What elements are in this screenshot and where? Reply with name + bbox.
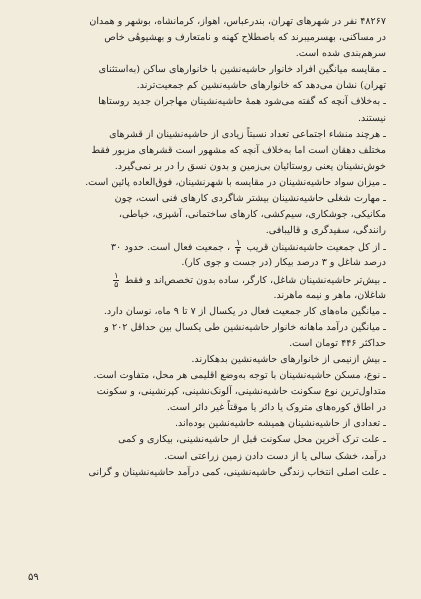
text-line-with-fraction	[32, 272, 386, 288]
text-segment: ، جمعیت فعال است. حدود ۳۰	[110, 242, 231, 254]
text-line: ـ نوع، مسکن حاشیه‌نشینان با توجه به‌وضع اقلیمی هر محل، متفاوت است.	[93, 370, 386, 382]
body-text	[32, 14, 386, 481]
fraction-denominator: ۵	[114, 279, 119, 288]
text-segment: ـ بیش‌تر حاشیه‌نشینان شاغل، کارگر، ساده بدون تخصص‌اند و فقط	[124, 274, 386, 286]
text-line: مکانیکی، جوشکاری، سیم‌کشی، کارهای ساختمانی، آشپزی، خیاطی،	[118, 209, 386, 221]
text-line: سرهم‌بندی شده است.	[295, 48, 386, 60]
text-line: ۴۸۲۶۷ نفر در شهرهای تهران، بندرعباس، اهواز، کرمانشاه، بوشهر و همدان	[89, 16, 386, 27]
text-line: ـ میزان سواد حاشیه‌نشینان در مقایسه با شهرنشینان، فوق‌العاده پائین است.	[85, 176, 386, 188]
fraction-denominator: ۴	[236, 247, 241, 256]
text-line: نیستند.	[358, 112, 386, 124]
text-line: ـ علت اصلی انتخاب زندگی حاشیه‌نشینی، کمی درآمد حاشیه‌نشینان و گرانی	[88, 466, 386, 478]
text-line: ـ میانگین درآمد ماهانه خانوار حاشیه‌نشین طی یکسال بین حداقل ۲۰۲ و	[104, 321, 386, 333]
text-line: درآمد، خشک سالی یا از دست دادن زمین زراعتی است.	[164, 450, 386, 462]
text-line-with-fraction	[32, 239, 386, 255]
text-line: در مساکنی، بهسرمیبرند که باصطلاح کهنه و نامتعارف و بهشیوهٔی خاص	[104, 32, 386, 44]
text-line: حداکثر ۴۴۶ تومان است.	[289, 337, 386, 349]
text-line: درصد شاغل و ۳ درصد بیکار (در جست و جوی کار).	[181, 257, 386, 269]
text-line: تهران) نشان می‌دهد که خانوارهای حاشیه‌نشین کم جمعیت‌ترند.	[136, 80, 386, 92]
text-line: مختلف دهقان است اما به‌خلاف آنچه که مشهور است قشرهای مزبور فقط	[91, 144, 386, 156]
text-line: خوش‌نشینان یعنی روستائیان بی‌زمین و بدون نسق را در بر نمی‌گیرد.	[114, 160, 386, 172]
text-line: شاغلان، ماهر و نیمه ماهرند.	[273, 289, 386, 301]
text-segment: ـ از کل جمعیت حاشیه‌نشینان قریب	[246, 242, 386, 254]
text-line: ـ تعدادی از حاشیه‌نشینان همیشه حاشیه‌نشین بوده‌اند.	[174, 418, 386, 430]
text-line: متداول‌ترین نوع سکونت حاشیه‌نشینی، آلونک‌نشینی، کپرنشینی، و سکونت	[96, 386, 386, 398]
text-line: رانندگی، سفیدگری و قالیبافی.	[265, 225, 386, 237]
text-line: در اطاق کوره‌های متروک یا دائر یا موقتاً غیر دائر است.	[166, 402, 386, 414]
text-line: ـ به‌خلاف آنچه که گفته می‌شود همهٔ حاشیه‌نشینان مهاجران جدید روستاها	[98, 96, 386, 108]
fraction-numerator: ۱	[114, 271, 119, 280]
text-line: ـ بیش ازنیمی از خانوارهای حاشیه‌نشین بدهکارند.	[191, 353, 386, 365]
fraction-one-fifth	[113, 272, 119, 288]
page-number: ۵۹	[28, 572, 39, 583]
fraction-numerator: ۱	[236, 239, 241, 248]
text-line: ـ هرچند منشاء اجتماعی تعداد نسبتاً زیادی از حاشیه‌نشینان از قشرهای	[109, 128, 386, 140]
text-line: ـ مقایسه میانگین افراد خانوار حاشیه‌نشین با خانوارهای ساکن (به‌استثنای	[98, 64, 386, 76]
text-line: ـ مهارت شغلی حاشیه‌نشینان بیشتر شاگردی کارهای فنی است، چون	[114, 193, 386, 205]
text-line: ـ میانگین ماه‌های کار جمعیت فعال در یکسال از ۷ تا ۹ ماه، نوسان دارد.	[103, 305, 386, 317]
text-line: ـ علت ترک آخرین محل سکونت قبل از حاشیه‌نشینی، بیکاری و کمی	[118, 434, 386, 446]
fraction-one-quarter	[235, 239, 241, 255]
